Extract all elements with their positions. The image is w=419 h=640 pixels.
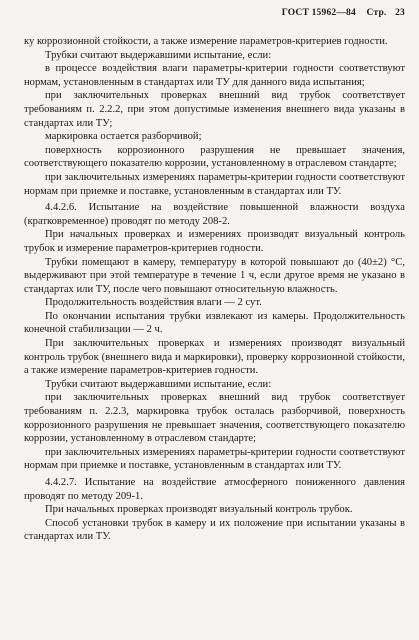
paragraph: Трубки считают выдержавшими испытание, если: [45, 49, 272, 61]
standard-number: ГОСТ 15962—84 [281, 8, 356, 18]
paragraph: Трубки помещают в камеру, температуру в которой повышают до (40±2) °С, выдерживают при этой температуре в течение 1 ч, если другое время не указано в стандартах или ТУ, после чего повышают относительную влажность. [24, 256, 405, 295]
paragraph: ку коррозионной стойкости, а также измерение параметров-критериев годности. [24, 36, 388, 47]
paragraph: При заключительных проверках и измерениях производят визуальный контроль трубок (внешнего вида и маркировки), проверку коррозионной стойкости, а также измерение параметров-критериев годности. [24, 338, 405, 377]
paragraph: в процессе воздействия влаги параметры-критерии годности соответствуют нормам, установленным в стандартах или ТУ для данного вида испытания; [24, 63, 405, 88]
document-body [24, 35, 405, 544]
paragraph: Продолжительность воздействия влаги — 2 сут. [45, 297, 262, 309]
paragraph: По окончании испытания трубки извлекают из камеры. Продолжительность конечной стабилизации — 2 ч. [24, 310, 405, 336]
page-number: 23 [395, 8, 405, 18]
paragraph: при заключительных проверках внешний вид трубок соответствует требованиям п. 2.2.2, при этом допустимые изменения внешнего вида указаны в стандартах или ТУ; [24, 90, 405, 129]
section-heading-4-4-2-6: 4.4.2.6. Испытание на воздействие повышенной влажности воздуха (кратковременное) проводят по методу 208-2. [24, 202, 405, 227]
paragraph: поверхность коррозионного разрушения не превышает значения, соответствующего показателю коррозии, установленному в отраслевом стандарте; [24, 144, 405, 170]
paragraph: При начальных проверках производят визуальный контроль трубок. [45, 504, 353, 516]
paragraph: При начальных проверках и измерениях производят визуальный контроль трубок и измерение параметров-критериев годности. [24, 229, 405, 254]
paragraph: при заключительных проверках внешний вид трубок соответствует требованиям п. 2.2.3, маркировка трубок осталась разборчивой, поверхность коррозионного разрушения не превышает значения, соответствующего показателю коррозии, установленному в отраслевом стандарте; [24, 392, 405, 445]
section-heading-4-4-2-7: 4.4.2.7. Испытание на воздействие атмосферного пониженного давления проводят по методу 209-1. [24, 477, 405, 502]
paragraph: маркировка остается разборчивой; [45, 131, 202, 143]
paragraph: при заключительных измерениях параметры-критерии годности соответствуют нормам при приемке и поставке, установленным в стандартах или ТУ. [24, 446, 405, 472]
paragraph: Трубки считают выдержавшими испытание, если: [45, 378, 272, 390]
page-header [282, 8, 405, 18]
paragraph: при заключительных измерениях параметры-критерии годности соответствуют нормам при приемке и поставке, установленным в стандартах или ТУ. [24, 171, 405, 197]
paragraph: Способ установки трубок в камеру и их положение при испытании указаны в стандартах или ТУ. [24, 517, 405, 543]
page-label: Стр. [366, 8, 387, 18]
